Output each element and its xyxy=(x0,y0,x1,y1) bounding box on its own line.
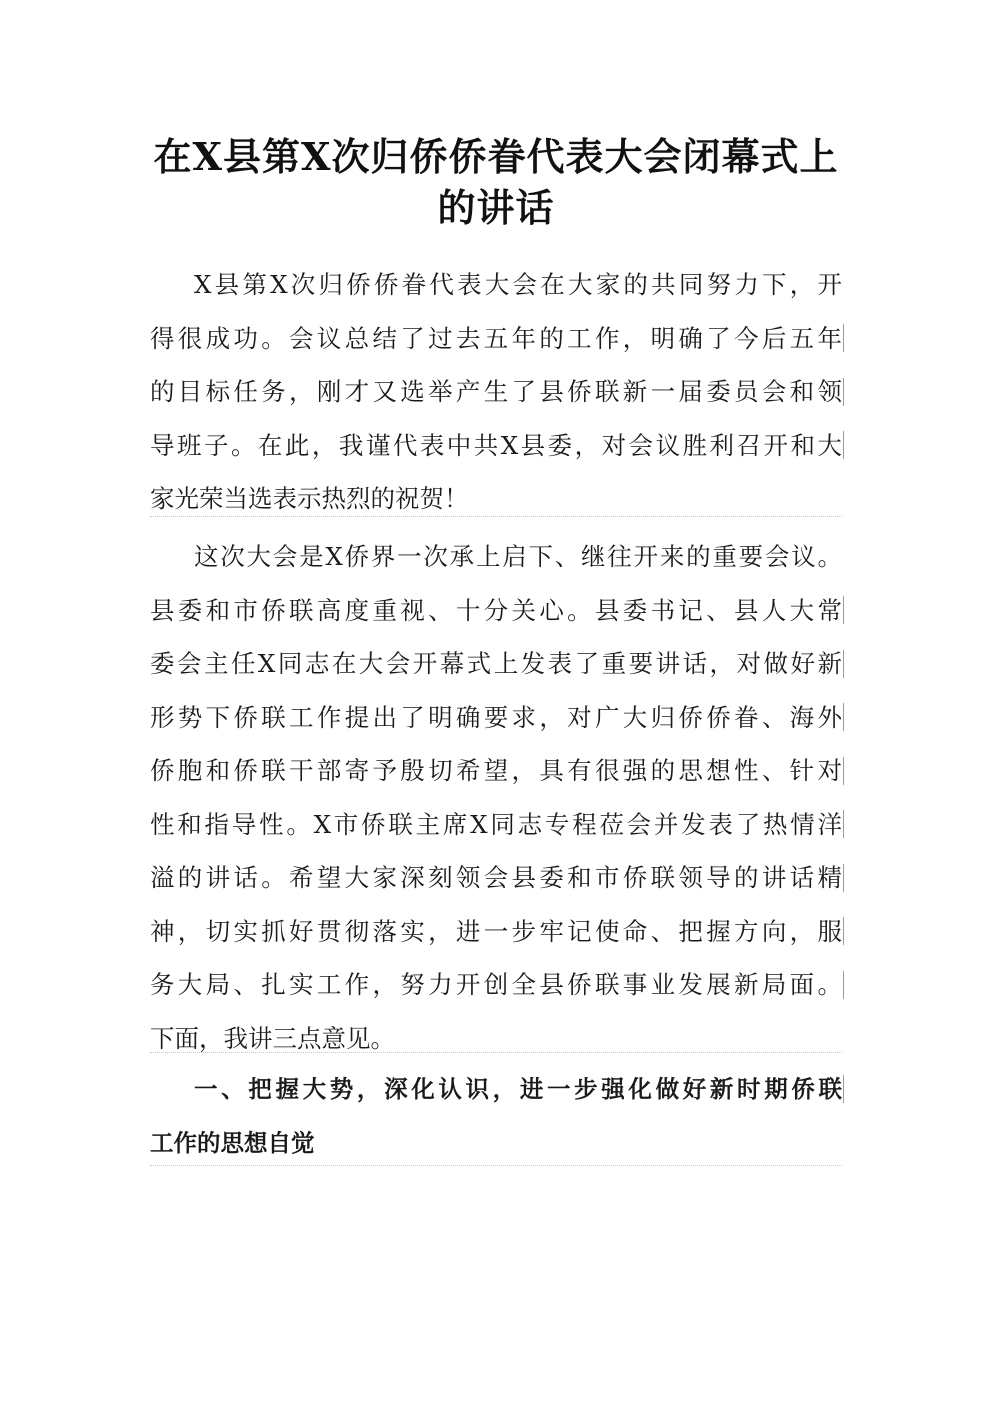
margin-mark xyxy=(843,864,844,892)
paragraph-divider xyxy=(150,516,842,517)
margin-mark xyxy=(843,596,844,624)
margin-mark xyxy=(843,810,844,838)
paragraph-line: 县委和市侨联高度重视、十分关心。县委书记、县人大常 xyxy=(150,595,842,625)
paragraph-line: 的目标任务，刚才又选举产生了县侨联新一届委员会和领 xyxy=(150,377,842,406)
paragraph-line: 委会主任X同志在大会开幕式上发表了重要讲话，对做好新 xyxy=(150,649,842,678)
margin-mark xyxy=(843,650,844,678)
paragraph-line: X县第X次归侨侨眷代表大会在大家的共同努力下，开 xyxy=(194,270,842,299)
document-title-line-1: 在X县第X次归侨侨眷代表大会闭幕式上 xyxy=(153,134,839,179)
paragraph-line: 溢的讲话。希望大家深刻领会县委和市侨联领导的讲话精 xyxy=(150,863,842,892)
paragraph-line: 得很成功。会议总结了过去五年的工作，明确了今后五年 xyxy=(150,323,842,353)
paragraph-line: 性和指导性。X市侨联主席X同志专程莅会并发表了热情洋 xyxy=(150,809,842,839)
heading-line: 工作的思想自觉 xyxy=(150,1128,315,1157)
margin-mark xyxy=(843,378,844,406)
margin-mark xyxy=(843,917,844,945)
paragraph-line: 侨胞和侨联干部寄予殷切希望，具有很强的思想性、针对 xyxy=(150,756,842,785)
paragraph-line: 家光荣当选表示热烈的祝贺！ xyxy=(150,484,469,513)
margin-mark xyxy=(843,324,844,352)
section-heading-1 xyxy=(150,1063,842,1170)
paragraph-line: 导班子。在此，我谨代表中共X县委，对会议胜利召开和大 xyxy=(150,430,842,460)
paragraph-line: 务大局、扎实工作，努力开创全县侨联事业发展新局面。 xyxy=(150,970,842,999)
paragraph-1 xyxy=(150,258,842,526)
paragraph-2 xyxy=(150,530,842,1065)
paragraph-divider xyxy=(150,1165,842,1166)
paragraph-line: 这次大会是X侨界一次承上启下、继往开来的重要会议。 xyxy=(194,542,842,571)
document-title-line-2: 的讲话 xyxy=(437,185,555,230)
paragraph-line: 神，切实抓好贯彻落实，进一步牢记使命、把握方向，服 xyxy=(150,916,842,946)
paragraph-line: 形势下侨联工作提出了明确要求，对广大归侨侨眷、海外 xyxy=(150,702,842,732)
margin-mark xyxy=(843,1075,844,1103)
paragraph-line: 下面，我讲三点意见。 xyxy=(150,1023,395,1053)
margin-mark xyxy=(843,703,844,731)
margin-mark xyxy=(843,971,844,999)
heading-line: 一、把握大势，深化认识，进一步强化做好新时期侨联 xyxy=(194,1075,842,1103)
paragraph-divider xyxy=(150,1052,842,1053)
margin-mark xyxy=(843,757,844,785)
margin-mark xyxy=(843,431,844,459)
